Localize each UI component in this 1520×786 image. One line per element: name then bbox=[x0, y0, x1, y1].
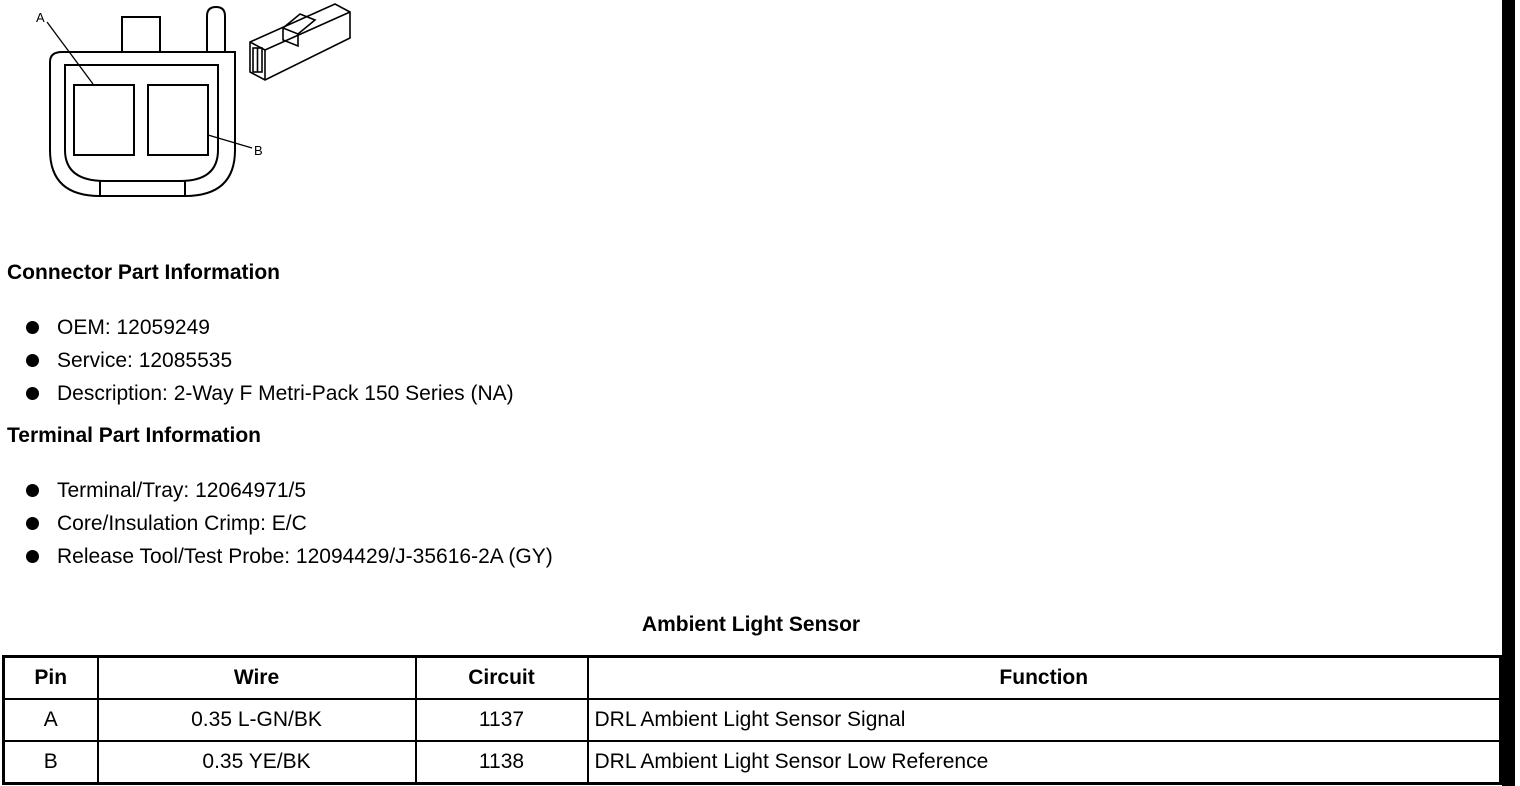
cell-wire: 0.35 L-GN/BK bbox=[98, 699, 416, 741]
table-header-row bbox=[4, 657, 1501, 700]
cell-function: DRL Ambient Light Sensor Low Reference bbox=[588, 741, 1501, 784]
table-title: Ambient Light Sensor bbox=[641, 613, 861, 636]
bullet-icon bbox=[26, 517, 39, 530]
bullet-icon bbox=[26, 550, 39, 563]
connector-3d-icon bbox=[250, 4, 350, 80]
connector-oem: OEM: 12059249 bbox=[57, 316, 210, 339]
terminal-crimp: Core/Insulation Crimp: E/C bbox=[57, 512, 307, 535]
pin-table bbox=[2, 655, 1502, 785]
list-item bbox=[26, 344, 514, 377]
cell-circuit: 1137 bbox=[416, 699, 588, 741]
bullet-icon bbox=[26, 354, 39, 367]
terminal-info-list bbox=[26, 474, 553, 573]
header-function: Function bbox=[588, 657, 1501, 700]
callout-b: B bbox=[254, 143, 263, 158]
list-item bbox=[26, 507, 553, 540]
cell-circuit: 1138 bbox=[416, 741, 588, 784]
connector-info-heading: Connector Part Information bbox=[7, 261, 281, 284]
table-row bbox=[4, 699, 1501, 741]
list-item bbox=[26, 540, 553, 573]
list-item bbox=[26, 377, 514, 410]
terminal-release-tool: Release Tool/Test Probe: 12094429/J-35616-2A (GY) bbox=[57, 545, 553, 568]
callout-a: A bbox=[36, 10, 45, 25]
header-circuit: Circuit bbox=[416, 657, 588, 700]
list-item bbox=[26, 311, 514, 344]
bullet-icon bbox=[26, 321, 39, 334]
connector-diagram bbox=[0, 0, 370, 205]
connector-description: Description: 2-Way F Metri-Pack 150 Series (NA) bbox=[57, 382, 514, 405]
bullet-icon bbox=[26, 387, 39, 400]
header-pin: Pin bbox=[4, 657, 98, 700]
terminal-info-heading: Terminal Part Information bbox=[7, 424, 261, 447]
connector-info-list bbox=[26, 311, 514, 410]
list-item bbox=[26, 474, 553, 507]
header-wire: Wire bbox=[98, 657, 416, 700]
terminal-tray: Terminal/Tray: 12064971/5 bbox=[57, 479, 307, 502]
bullet-icon bbox=[26, 484, 39, 497]
cell-wire: 0.35 YE/BK bbox=[98, 741, 416, 784]
connector-service: Service: 12085535 bbox=[57, 349, 233, 372]
page-right-border bbox=[1502, 0, 1515, 786]
cell-function: DRL Ambient Light Sensor Signal bbox=[588, 699, 1501, 741]
cell-pin: B bbox=[4, 741, 98, 784]
cell-pin: A bbox=[4, 699, 98, 741]
table-row bbox=[4, 741, 1501, 784]
